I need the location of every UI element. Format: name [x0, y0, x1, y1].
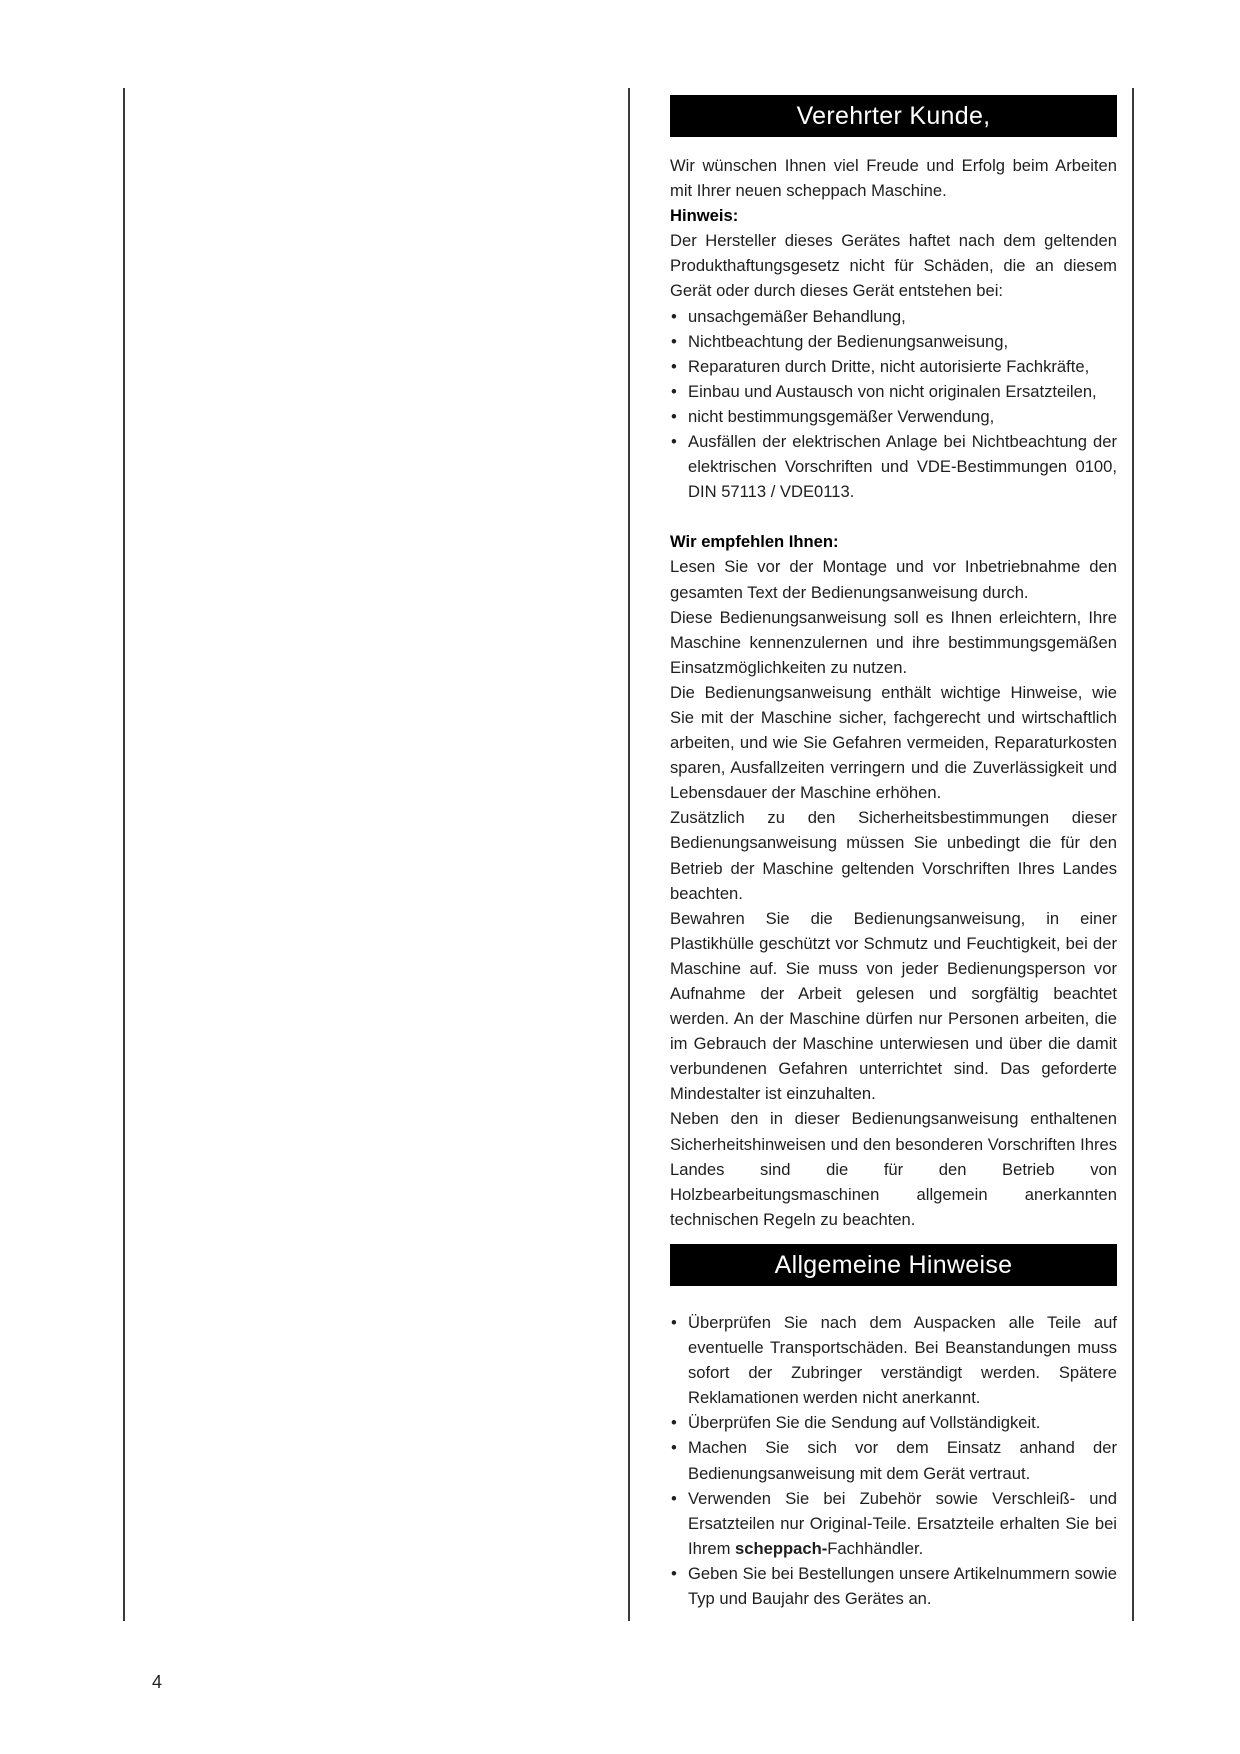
left-margin-rule: [123, 88, 125, 1621]
general-notes-bullet-list: [670, 1310, 1117, 1611]
section-heading-verehrter-kunde: Verehrter Kunde,: [670, 95, 1117, 137]
list-item: • Überprüfen Sie nach dem Auspacken alle Teile auf eventuelle Transportschäden. Bei Beanstandungen muss sofort der Zubringer verständigt werden. Spätere Reklamationen werden nicht anerkannt.: [670, 1310, 1117, 1410]
list-item: • nicht bestimmungsgemäßer Verwendung,: [670, 404, 1117, 429]
section-heading-allgemeine-hinweise: Allgemeine Hinweise: [670, 1244, 1117, 1286]
right-column: [670, 95, 1117, 1611]
body-paragraph: Zusätzlich zu den Sicherheitsbestimmungen dieser Bedienungsanweisung müssen Sie unbedingt die für den Betrieb der Maschine geltenden Vorschriften Ihres Landes beachten.: [670, 808, 1117, 903]
list-item: • Reparaturen durch Dritte, nicht autorisierte Fachkräfte,: [670, 354, 1117, 379]
body-paragraph: Bewahren Sie die Bedienungsanweisung, in einer Plastikhülle geschützt vor Schmutz und Feuchtigkeit, bei der Maschine auf. Sie muss von jeder Bedienungsperson vor Aufnahme der Arbeit gelesen und sorgfältig beachtet werden. An der Maschine dürfen nur Personen arbeiten, die im Gebrauch der Maschine unterwiesen und über die damit verbundenen Gefahren unterrichtet sind. Das geforderte Mindestalter ist einzuhalten.: [670, 908, 1117, 1104]
body-paragraph: Lesen Sie vor der Montage und vor Inbetriebnahme den gesamten Text der Bedienungsanweisung durch.: [670, 557, 1117, 602]
list-item: [670, 1486, 1117, 1561]
list-item: • unsachgemäßer Behandlung,: [670, 304, 1117, 329]
page-number: 4: [152, 1672, 163, 1692]
brand-name: scheppach-: [735, 1538, 828, 1558]
right-margin-rule: [1132, 88, 1134, 1621]
body-paragraph: Die Bedienungsanweisung enthält wichtige Hinweise, wie Sie mit der Maschine sicher, fachgerecht und wirtschaftlich arbeiten, und wie Sie Gefahren vermeiden, Reparaturkosten sparen, Ausfallzeiten verringern und die Zuverlässigkeit und Lebensdauer der Maschine erhöhen.: [670, 682, 1117, 803]
liability-bullet-list: [670, 304, 1117, 505]
bullet-text: Verwenden Sie bei Zubehör sowie Verschleiß- und Ersatzteilen nur Original-Teile. Ersatzteile erhalten Sie bei Ihrem: [688, 1488, 1117, 1558]
list-item: • Geben Sie bei Bestellungen unsere Artikelnummern sowie Typ und Baujahr des Gerätes an.: [670, 1561, 1117, 1611]
intro-paragraph: Wir wünschen Ihnen viel Freude und Erfolg beim Arbeiten mit Ihrer neuen scheppach Maschine.: [670, 156, 1117, 201]
empfehlen-label: Wir empfehlen Ihnen:: [670, 532, 839, 552]
body-paragraph: Diese Bedienungsanweisung soll es Ihnen erleichtern, Ihre Maschine kennenzulernen und ihre bestimmungsgemäßen Einsatzmöglichkeiten zu nutzen.: [670, 607, 1117, 677]
hinweis-label: Hinweis:: [670, 206, 739, 226]
list-item: • Überprüfen Sie die Sendung auf Vollständigkeit.: [670, 1410, 1117, 1435]
list-item: • Ausfällen der elektrischen Anlage bei Nichtbeachtung der elektrischen Vorschriften und VDE-Bestimmungen 0100, DIN 57113 / VDE0113.: [670, 429, 1117, 504]
bullet-text: Fachhändler.: [827, 1538, 924, 1558]
list-item: • Machen Sie sich vor dem Einsatz anhand der Bedienungsanweisung mit dem Gerät vertraut.: [670, 1435, 1117, 1485]
body-paragraph: Neben den in dieser Bedienungsanweisung enthaltenen Sicherheitshinweisen und den besonderen Vorschriften Ihres Landes sind die für den Betrieb von Holzbearbeitungsmaschinen allgemein anerkannten technischen Regeln zu beachten.: [670, 1109, 1117, 1229]
list-item: • Nichtbeachtung der Bedienungsanweisung,: [670, 329, 1117, 354]
hinweis-paragraph: Der Hersteller dieses Gerätes haftet nach dem geltenden Produkthaftungsgesetz nicht für Schäden, die an diesem Gerät oder durch dieses Gerät entstehen bei:: [670, 231, 1117, 301]
center-column-rule: [628, 88, 630, 1621]
list-item: • Einbau und Austausch von nicht originalen Ersatzteilen,: [670, 379, 1117, 404]
